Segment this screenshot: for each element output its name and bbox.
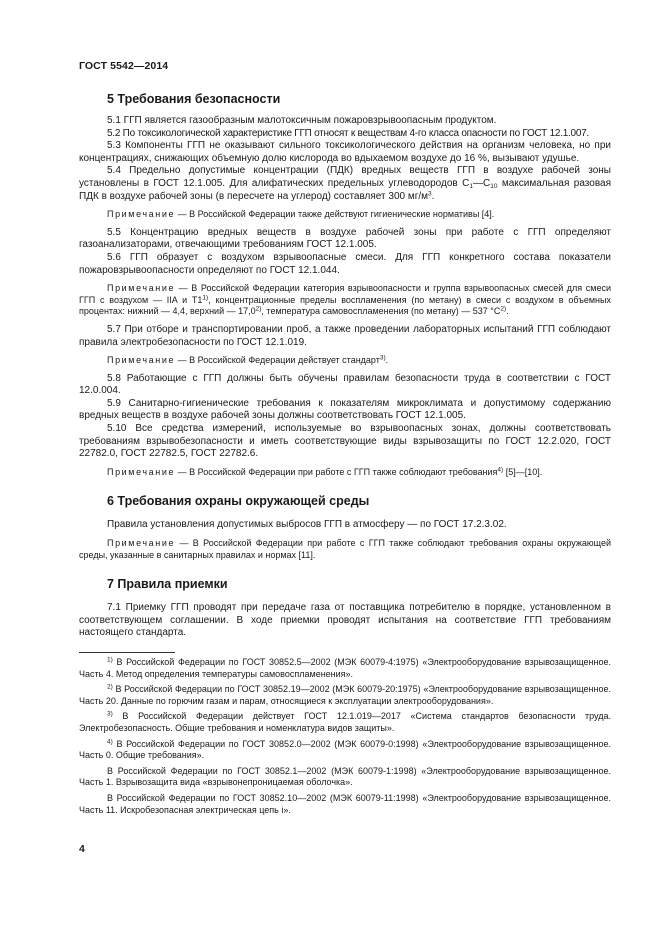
note-2-text-b: , концентрационные пределы воспламенения (по метану) в смеси с воздухом в объемных процентах: нижний — 4,4, верхний — 17,0 [79, 294, 611, 317]
note-2 [79, 283, 611, 318]
footnote-4-continued-2: В Российской Федерации по ГОСТ 30852.10—2002 (МЭК 60079-11:1998) «Электрооборудование взрывозащищенное. Часть 11. Искробезопасная электрическая цепь i». [79, 792, 611, 815]
footnote-ref-2: 2) [255, 305, 262, 313]
footnote-2 [79, 684, 611, 707]
note-6-text: — В Российской Федерации при работе с ГГП также соблюдают требования охраны окружающей среды, указанные в санитарных правилах и нормах [11]. [79, 538, 611, 560]
document-header: ГОСТ 5542—2014 [79, 60, 169, 72]
footnote-4 [79, 739, 611, 762]
note-3-text-a: — В Российской Федерации действует стандарт [175, 355, 380, 366]
note-label: Примечание [107, 355, 176, 366]
dash-c: —C [472, 177, 491, 189]
footnote-ref-3: 3) [379, 354, 386, 362]
note-2-text-d: . [506, 306, 509, 317]
footnote-1-mark: 1) [107, 656, 113, 664]
footnote-3-text: В Российской Федерации действует ГОСТ 12.1.019—2017 «Система стандартов безопасности труда. Электробезопасность. Общие требования и номенклатура видов защиты». [79, 711, 611, 733]
footnote-3 [79, 711, 611, 734]
section-5-heading: 5 Требования безопасности [107, 92, 281, 106]
paragraph-5-4-text-a: 5.4 Предельно допустимые концентрации (ПДК) вредных веществ ГГП в воздухе рабочей зоны установлены в ГОСТ 12.1.005. Для алифатических предельных углеводородов C [79, 165, 611, 189]
paragraph-5-10: 5.10 Все средства измерений, используемые во взрывоопасных зонах, должны соответствовать требованиям взрывобезопасности и иметь соответствующие виды взрывозащиты по ГОСТ 12.2.020, ГОСТ 22782.0, ГОСТ 22782.5, ГОСТ 22782.6. [79, 423, 611, 460]
note-label: Примечание [107, 209, 176, 220]
section-6-heading: 6 Требования охраны окружающей среды [107, 494, 370, 509]
paragraph-5-8: 5.8 Работающие с ГГП должны быть обучены правилам безопасности труда в соответствии с ГОСТ 12.0.004. [79, 372, 611, 397]
paragraph-5-6: 5.6 ГГП образует с воздухом взрывоопасные смеси. Для ГГП конкретного состава показатели пожаровзрывоопасности определяют по ГОСТ 12.1.044. [79, 251, 611, 276]
footnote-2-mark: 2) [107, 683, 113, 691]
section-7-heading: 7 Правила приемки [107, 577, 228, 592]
note-3 [79, 355, 611, 367]
page-number: 4 [79, 843, 85, 855]
note-2-text-c: , температура самовоспламенения (по метану) — 537 °C [261, 306, 501, 317]
footnote-ref-4: 4) [497, 466, 504, 474]
paragraph-5-2: 5.2 По токсикологической характеристике ГГП относят к веществам 4-го класса опасности по ГОСТ 12.1.007. [107, 127, 590, 139]
note-1-text: — В Российской Федерации также действуют гигиенические нормативы [4]. [175, 209, 495, 220]
note-6 [79, 538, 611, 561]
paragraph-5-4 [79, 165, 611, 203]
footnote-ref-1: 1) [202, 294, 209, 302]
note-4-text-b: [5]—[10]. [503, 466, 543, 477]
footnote-4-continued-1: В Российской Федерации по ГОСТ 30852.1—2002 (МЭК 60079-1:1998) «Электрооборудование взрывозащищенное. Часть 1. Взрывозащита вида «взрывонепроницаемая оболочка». [79, 765, 611, 788]
footnote-ref-2b: 2) [500, 305, 507, 313]
paragraph-5-4-text-b: максимальная разовая ПДК в воздухе рабочей зоны (в пересчете на углерод) составляет 300 мг/м [79, 177, 611, 202]
note-4 [79, 467, 611, 479]
footnote-4-mark: 4) [107, 738, 113, 746]
paragraph-5-7: 5.7 При отборе и транспортировании проб, а также проведении лабораторных испытаний ГГП соблюдают правила электробезопасности по ГОСТ 12.1.019. [79, 323, 611, 348]
footnote-1 [79, 657, 611, 680]
footnote-divider [79, 652, 175, 653]
note-3-text-b: . [385, 355, 389, 366]
note-2-text-a: — В Российской Федерации категория взрывоопасности и группа взрывоопасных смесей для смеси ГГП с воздухом — IIA и T1 [79, 283, 611, 305]
period: . [431, 190, 435, 202]
paragraph-6: Правила установления допустимых выбросов ГГП в атмосферу — по ГОСТ 17.2.3.02. [107, 519, 507, 531]
paragraph-5-9: 5.9 Санитарно-гигиенические требования к показателям микроклимата и допустимому содержанию вредных веществ в воздухе рабочей зоны должны соответствовать ГОСТ 12.1.005. [79, 397, 611, 422]
footnote-4-text: В Российской Федерации по ГОСТ 30852.0—2002 (МЭК 60079-0:1998) «Электрооборудование взрывозащищенное. Часть 0. Общие требования». [79, 738, 611, 761]
note-label: Примечание [107, 283, 176, 294]
page-content [79, 92, 611, 820]
paragraph-5-3: 5.3 Компоненты ГГП не оказывают сильного токсикологического действия на организм человека, но при концентрациях, снижающих объемную долю кислорода во вдыхаемом воздухе до 16 %, вызывают удушье. [79, 140, 611, 164]
paragraph-5-5: 5.5 Концентрацию вредных веществ в воздухе рабочей зоны при работе с ГГП определяют газоанализаторами, отвечающими требованиям ГОСТ 12.1.005. [79, 226, 611, 251]
note-label: Примечание [107, 466, 176, 477]
footnote-2-text: В Российской Федерации по ГОСТ 30852.19—2002 (МЭК 60079-20:1975) «Электрооборудование взрывозащищенное. Часть 20. Данные по горючим газам и парам, относящиеся к эксплуатации электрооборудования». [79, 684, 611, 706]
subscript-1: 1 [469, 182, 473, 190]
superscript-3: 3 [428, 190, 432, 198]
footnote-3-mark: 3) [107, 710, 113, 718]
note-1 [79, 209, 611, 221]
footnote-1-text: В Российской Федерации по ГОСТ 30852.5—2002 (МЭК 60079-4:1975) «Электрооборудование взрывозащищенное. Часть 4. Метод определения температуры самовоспламенения». [79, 657, 611, 679]
subscript-10: 10 [490, 182, 498, 190]
paragraph-7-1: 7.1 Приемку ГГП проводят при передаче газа от поставщика потребителю в порядке, установленном в соответствующем соглашении. В ходе приемки проводят испытания на соответствие ГГП требованиям настоящего стандарта. [79, 602, 611, 639]
paragraph-5-1: 5.1 ГГП является газообразным малотоксичным пожаровзрывоопасным продуктом. [107, 115, 497, 126]
note-4-text-a: — В Российской Федерации при работе с ГГП также соблюдают требования [175, 466, 498, 477]
note-label: Примечание [107, 538, 176, 549]
